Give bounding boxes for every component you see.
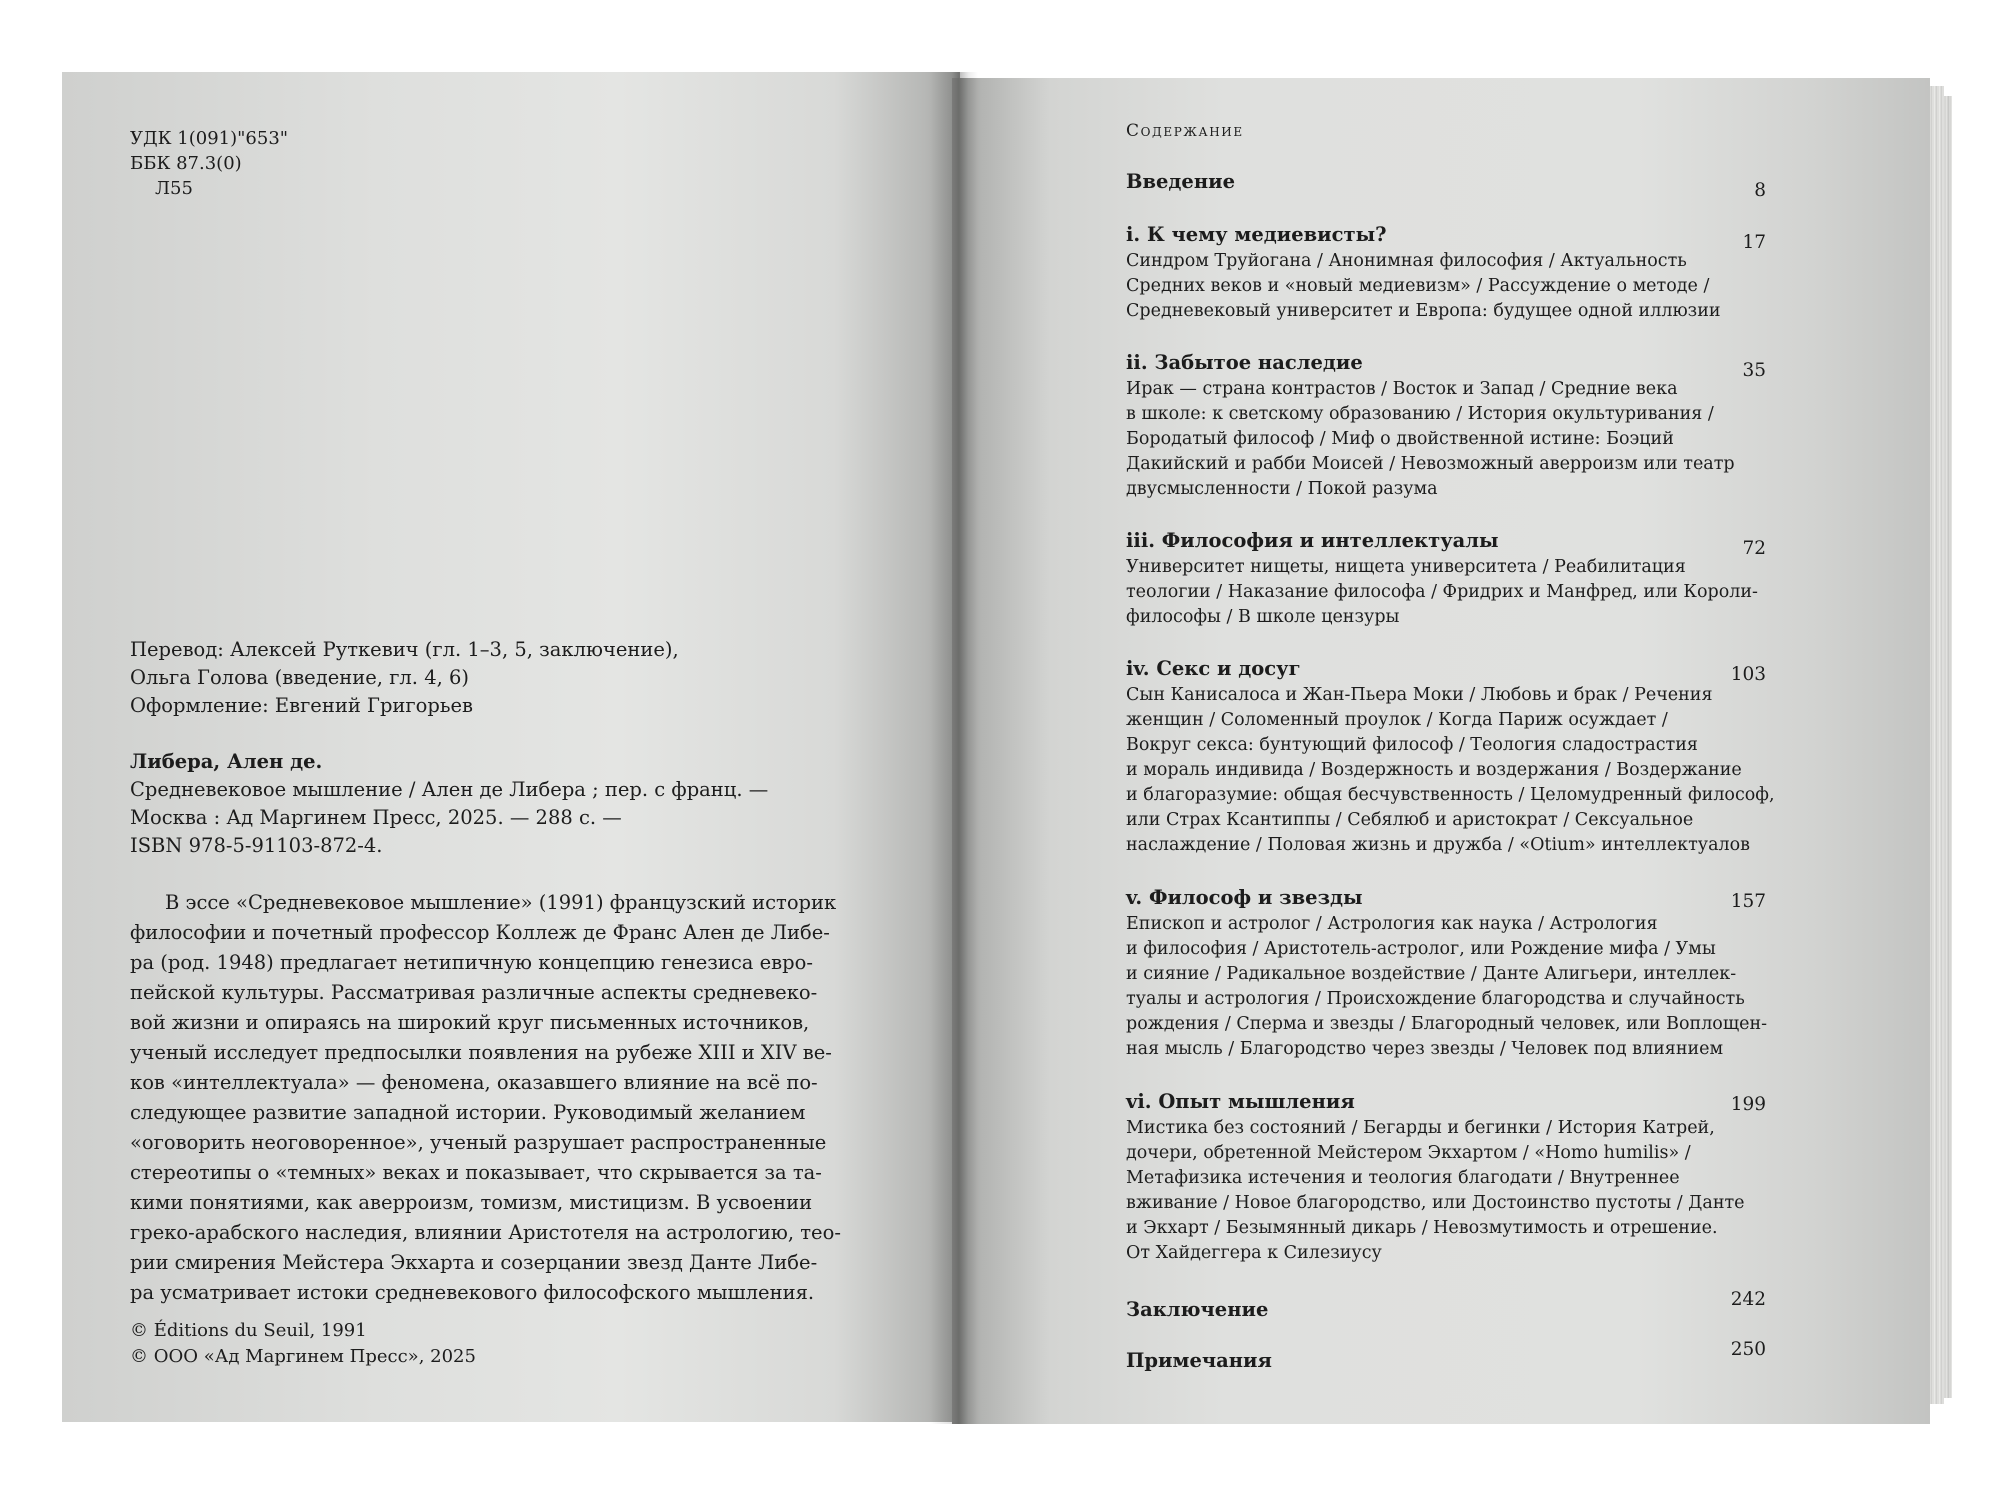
credits-line: Оформление: Евгений Григорьев [130, 694, 473, 717]
toc-subtopic-line: Сын Канисалоса и Жан-Пьера Моки / Любовь и брак / Речения [1126, 685, 1713, 705]
toc-entry-subtopics [1126, 249, 1766, 324]
spine-gutter [930, 72, 978, 1424]
toc-subtopic-line: Дакийский и рабби Моисей / Невозможный аверроизм или театр [1126, 454, 1735, 474]
author-mark: Л55 [155, 178, 193, 199]
toc-subtopic-line: и Экхарт / Безымянный дикарь / Невозмутимость и отрешение. [1126, 1218, 1718, 1238]
toc-entry-subtopics [1126, 912, 1766, 1062]
abstract-line: В эссе «Средневековое мышление» (1991) французский историк [165, 891, 837, 914]
toc-subtopic-line: и философия / Аристотель-астролог, или Рождение мифа / Умы [1126, 939, 1716, 959]
toc-subtopic-line: рождения / Сперма и звезды / Благородный человек, или Воплощен- [1126, 1014, 1768, 1034]
abstract-line: ра усматривает истоки средневекового философского мышления. [130, 1281, 815, 1304]
toc-entry-chapter-1 [1126, 221, 1766, 324]
abstract-line: стереотипы о «темных» веках и показывает, что скрывается за та- [130, 1161, 822, 1184]
toc-subtopic-line: Метафизика истечения и теология благодати / Внутреннее [1126, 1168, 1680, 1188]
toc-entry-subtopics [1126, 1116, 1766, 1266]
toc-heading: Содержание [1126, 121, 1244, 141]
toc-subtopic-line: и сияние / Радикальное воздействие / Данте Алигьери, интеллек- [1126, 964, 1737, 984]
abstract-line: философии и почетный профессор Коллеж де Франс Ален де Либе- [130, 921, 830, 944]
toc-subtopic-line: туалы и астрология / Происхождение благородства и случайность [1126, 989, 1745, 1009]
toc-entry-chapter-6 [1126, 1088, 1766, 1266]
toc-entry-subtopics [1126, 555, 1766, 630]
toc-entry-title: v. Философ и звезды [1126, 886, 1363, 909]
toc-subtopic-line: или Страх Ксантиппы / Себялюб и аристократ / Сексуальное [1126, 810, 1694, 830]
catalog-isbn: ISBN 978-5-91103-872-4. [130, 834, 383, 857]
copyright-block [130, 1318, 476, 1370]
toc-entry-chapter-5 [1126, 884, 1766, 1062]
toc-subtopic-line: женщин / Соломенный проулок / Когда Париж осуждает / [1126, 710, 1668, 730]
toc-subtopic-line: наслаждение / Половая жизнь и дружба / «Otium» интеллектуалов [1126, 835, 1751, 855]
toc-entry-page: 8 [1754, 180, 1766, 201]
abstract-line: кими понятиями, как аверроизм, томизм, мистицизм. В усвоении [130, 1191, 813, 1214]
toc-entry-notes [1126, 1347, 1766, 1375]
toc-entry-page: 199 [1730, 1094, 1766, 1115]
toc-subtopic-line: Ирак — страна контрастов / Восток и Запад / Средние века [1126, 379, 1678, 399]
catalog-line: Москва : Ад Маргинем Пресс, 2025. — 288 с. — [130, 806, 622, 829]
toc-subtopic-line: Бородатый философ / Миф о двойственной истине: Боэций [1126, 429, 1674, 449]
toc-subtopic-line: двусмысленности / Покой разума [1126, 479, 1438, 499]
toc-subtopic-line: и благоразумие: общая бесчувственность / Целомудренный философ, [1126, 785, 1775, 805]
toc-entry-title: Примечания [1126, 1349, 1272, 1372]
toc-entry-title: Заключение [1126, 1298, 1269, 1321]
toc-entry-subtopics [1126, 377, 1766, 502]
toc-subtopic-line: Епископ и астролог / Астрология как наука / Астрология [1126, 914, 1658, 934]
abstract-line: вой жизни и опираясь на широкий круг письменных источников, [130, 1011, 810, 1034]
abstract-line: ра (род. 1948) предлагает нетипичную концепцию генезиса евро- [130, 951, 813, 974]
toc-subtopic-line: Синдром Труйогана / Анонимная философия / Актуальность [1126, 251, 1687, 271]
toc-entry-title: vi. Опыт мышления [1126, 1090, 1355, 1113]
copyright-line: © ООО «Ад Маргинем Пресс», 2025 [130, 1346, 476, 1367]
toc-subtopic-line: вживание / Новое благородство, или Достоинство пустоты / Данте [1126, 1193, 1745, 1213]
toc-entry-title: ii. Забытое наследие [1126, 351, 1363, 374]
abstract-line: «оговорить неоговоренное», ученый разрушает распространенные [130, 1131, 827, 1154]
toc-entry-chapter-4 [1126, 655, 1775, 858]
toc-subtopic-line: Средневековый университет и Европа: будущее одной иллюзии [1126, 301, 1721, 321]
abstract-line: греко-арабского наследия, влиянии Аристотеля на астрологию, тео- [130, 1221, 841, 1244]
abstract-line: ученый исследует предпосылки появления на рубеже XIII и XIV ве- [130, 1041, 832, 1064]
toc-subtopic-line: ная мысль / Благородство через звезды / Человек под влиянием [1126, 1039, 1724, 1059]
toc-entry-subtopics [1126, 683, 1775, 858]
toc-subtopic-line: От Хайдеггера к Силезиусу [1126, 1243, 1382, 1263]
toc-entry-page: 157 [1730, 891, 1766, 912]
toc-subtopic-line: Средних веков и «новый медиевизм» / Рассуждение о методе / [1126, 276, 1710, 296]
copyright-line: © Éditions du Seuil, 1991 [130, 1320, 367, 1341]
toc-entry-title: iii. Философия и интеллектуалы [1126, 529, 1499, 552]
toc-entry-title: iv. Секс и досуг [1126, 657, 1301, 680]
udk-line: УДК 1(091)"653" [130, 128, 289, 149]
toc-entry-title: Введение [1126, 170, 1235, 193]
catalog-author: Либера, Ален де. [130, 750, 323, 773]
credits-line: Ольга Голова (введение, гл. 4, 6) [130, 666, 470, 689]
bbk-line: ББК 87.3(0) [130, 153, 242, 174]
toc-entry-chapter-2 [1126, 349, 1766, 502]
toc-entry-introduction [1126, 168, 1766, 196]
toc-entry-chapter-3 [1126, 527, 1766, 630]
abstract-line: ков «интеллектуала» — феномена, оказавшего влияние на всё по- [130, 1071, 818, 1094]
toc-entry-conclusion [1126, 1296, 1766, 1324]
catalog-line: Средневековое мышление / Ален де Либера ; пер. с франц. — [130, 778, 769, 801]
toc-entry-page: 72 [1742, 538, 1766, 559]
toc-entry-page: 242 [1730, 1289, 1766, 1310]
toc-subtopic-line: Университет нищеты, нищета университета / Реабилитация [1126, 557, 1686, 577]
toc-entry-page: 35 [1742, 360, 1766, 381]
abstract-paragraph [130, 888, 841, 1308]
abstract-line: следующее развитие западной истории. Руководимый желанием [130, 1101, 806, 1124]
udk-block [130, 126, 288, 201]
toc-subtopic-line: и мораль индивида / Воздержность и воздержания / Воздержание [1126, 760, 1742, 780]
credits-block [130, 636, 679, 720]
toc-entry-title: i. К чему медиевисты? [1126, 223, 1387, 246]
abstract-line: рии смирения Мейстера Экхарта и созерцании звезд Данте Либе- [130, 1251, 818, 1274]
toc-entry-page: 250 [1730, 1339, 1766, 1360]
toc-entry-page: 17 [1742, 232, 1766, 253]
credits-line: Перевод: Алексей Руткевич (гл. 1–3, 5, заключение), [130, 638, 679, 661]
toc-subtopic-line: теологии / Наказание философа / Фридрих и Манфред, или Короли- [1126, 582, 1758, 602]
toc-subtopic-line: Мистика без состояний / Бегарды и бегинки / История Катрей, [1126, 1118, 1715, 1138]
catalog-block [130, 748, 768, 860]
toc-subtopic-line: в школе: к светскому образованию / История окультуривания / [1126, 404, 1714, 424]
toc-subtopic-line: философы / В школе цензуры [1126, 607, 1400, 627]
toc-subtopic-line: дочери, обретенной Мейстером Экхартом / «Homo humilis» / [1126, 1143, 1691, 1163]
toc-entry-page: 103 [1730, 664, 1766, 685]
toc-subtopic-line: Вокруг секса: бунтующий философ / Теология сладострастия [1126, 735, 1698, 755]
abstract-line: пейской культуры. Рассматривая различные аспекты средневеко- [130, 981, 818, 1004]
